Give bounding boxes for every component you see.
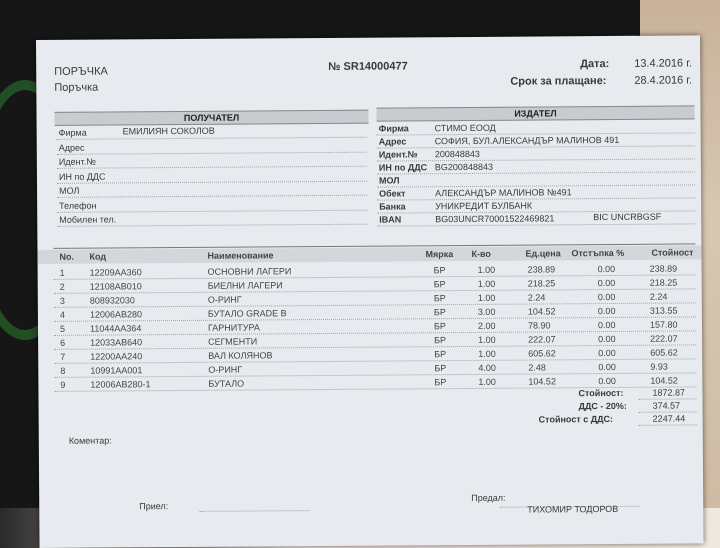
cell-no: 1 [59, 267, 65, 278]
issuer-field-label: ИН по ДДС [378, 162, 428, 173]
cell-name: БИЕЛНИ ЛАГЕРИ [207, 280, 283, 291]
recipient-field-label: Телефон [59, 200, 97, 211]
issuer-field-value: BG03UNCR70001522469821 [435, 213, 555, 225]
col-discount: Отстъпка % [571, 247, 625, 259]
col-amount: Стойност [651, 247, 694, 258]
cell-amount: 313.55 [649, 305, 678, 316]
cell-name: О-РИНГ [208, 364, 243, 375]
cell-amount: 2.24 [649, 291, 668, 302]
cell-unit: БР [433, 265, 446, 276]
cell-code: 12200AA240 [90, 351, 143, 362]
cell-qty: 4.00 [478, 362, 496, 373]
cell-price: 218.25 [527, 278, 556, 289]
cell-unit: БР [434, 335, 447, 346]
cell-name: СЕГМЕНТИ [208, 336, 258, 347]
cell-code: 808932030 [89, 295, 135, 306]
cell-qty: 2.00 [477, 320, 496, 331]
col-no: No. [59, 251, 75, 262]
cell-amount: 157.80 [649, 319, 678, 330]
recipient-field-label: ИН по ДДС [58, 171, 106, 182]
cell-name: ВАЛ КОЛЯНОВ [208, 350, 273, 361]
cell-price: 104.52 [528, 376, 556, 387]
received-signature-line [199, 510, 309, 512]
cell-unit: БР [433, 307, 446, 318]
cell-no: 4 [59, 309, 65, 320]
cell-unit: БР [433, 279, 446, 290]
col-name: Наименование [207, 250, 274, 261]
cell-no: 6 [60, 337, 66, 348]
total-rule [639, 424, 697, 425]
cell-name: БУТАЛО [208, 378, 245, 389]
cell-no: 2 [59, 281, 65, 292]
cell-price: 222.07 [528, 334, 556, 345]
cell-unit: БР [434, 349, 447, 360]
due-label: Срок за плащане: [510, 75, 607, 88]
issuer-field-label: Банка [379, 201, 406, 212]
cell-no: 3 [59, 295, 65, 306]
doc-subtitle: Поръчка [54, 81, 99, 94]
cell-name: ОСНОВНИ ЛАГЕРИ [207, 266, 292, 277]
cell-amount: 218.25 [649, 277, 678, 288]
cell-discount: 0.00 [598, 347, 616, 359]
cell-no: 7 [60, 351, 66, 362]
issuer-field-label: Идент.№ [378, 149, 418, 160]
recipient-field-label: МОЛ [59, 185, 80, 196]
cell-discount: 0.00 [598, 333, 616, 345]
total-value: 374.57 [652, 400, 681, 411]
recipient-header: ПОЛУЧАТЕЛ [55, 110, 369, 126]
issuer-field-value: BG200848843 [434, 161, 493, 173]
col-qty: К-во [471, 248, 491, 259]
field-rule [377, 158, 695, 161]
issuer-field-label: IBAN [379, 214, 402, 225]
order-number: № SR14000477 [328, 60, 408, 73]
cell-code: 11044AA364 [89, 323, 142, 334]
cell-qty: 1.00 [478, 348, 496, 359]
field-rule [377, 223, 695, 226]
cell-price: 238.89 [527, 264, 556, 275]
cell-code: 10991AA001 [90, 365, 143, 376]
recipient-field-label: Фирма [58, 127, 87, 138]
handed-name: ТИХОМИР ТОДОРОВ [527, 503, 619, 515]
cell-discount: 0.00 [598, 361, 616, 373]
cell-qty: 1.00 [478, 376, 496, 387]
cell-amount: 238.89 [649, 263, 678, 274]
field-rule [57, 195, 367, 198]
recipient-field-value: ЕМИЛИЯН СОКОЛОВ [122, 125, 215, 137]
total-value: 1872.87 [652, 387, 686, 398]
recipient-field-label: Идент.№ [58, 156, 96, 167]
field-rule [57, 137, 367, 140]
total-label: ДДС - 20%: [578, 400, 627, 412]
cell-discount: 0.00 [597, 291, 616, 303]
cell-code: 12108AB010 [89, 281, 142, 292]
field-rule [377, 145, 695, 148]
field-rule [57, 166, 367, 169]
cell-amount: 222.07 [650, 333, 678, 344]
col-code: Код [89, 251, 107, 262]
cell-qty: 1.00 [477, 292, 496, 303]
issuer-field-label: Обект [379, 188, 406, 199]
cell-name: О-РИНГ [207, 294, 242, 305]
cell-name: ГАРНИТУРА [207, 322, 260, 333]
cell-qty: 1.00 [478, 334, 496, 345]
cell-discount: 0.00 [597, 263, 616, 275]
cell-amount: 605.62 [650, 347, 678, 358]
cell-discount: 0.00 [597, 319, 616, 331]
issuer-field-label: Адрес [378, 136, 407, 147]
handed-label: Предал: [471, 492, 506, 503]
total-rule [639, 411, 697, 412]
issuer-field-value: 200848843 [434, 148, 480, 160]
cell-qty: 1.00 [477, 278, 496, 289]
cell-price: 78.90 [527, 320, 551, 331]
issuer-field-value: СТИМО ЕООД [434, 122, 496, 134]
bic: BIC UNCRBGSF [593, 211, 662, 223]
cell-amount: 104.52 [650, 375, 678, 386]
cell-price: 104.52 [527, 306, 556, 317]
due-value: 28.4.2016 г. [634, 74, 693, 87]
cell-no: 8 [60, 365, 66, 376]
issuer-field-value: СОФИЯ, БУЛ.АЛЕКСАНДЪР МАЛИНОВ 491 [434, 134, 620, 147]
col-price: Ед.цена [525, 248, 561, 259]
received-label: Приел: [139, 501, 169, 512]
cell-qty: 3.00 [477, 306, 496, 317]
recipient-field-label: Адрес [58, 142, 85, 153]
date-label: Дата: [580, 57, 610, 71]
issuer-field-label: Фирма [378, 123, 409, 134]
issuer-field-label: МОЛ [378, 175, 400, 186]
cell-name: БУТАЛО GRADE B [207, 308, 287, 319]
cell-unit: БР [433, 293, 446, 304]
cell-code: 12033AB640 [90, 337, 143, 348]
cell-code: 12209AA360 [89, 267, 142, 278]
doc-title: ПОРЪЧКА [54, 65, 108, 78]
issuer-field-value: АЛЕКСАНДЪР МАЛИНОВ №491 [435, 187, 572, 199]
recipient-field-label: Мобилен тел. [59, 214, 117, 225]
cell-discount: 0.00 [598, 375, 616, 387]
cell-no: 5 [59, 323, 66, 334]
cell-unit: БР [434, 363, 447, 374]
field-rule [377, 197, 695, 200]
cell-code: 12006AB280-1 [90, 379, 151, 390]
col-unit: Мярка [425, 249, 454, 260]
total-rule [639, 398, 697, 399]
cell-qty: 1.00 [477, 264, 496, 275]
cell-price: 2.24 [527, 292, 546, 303]
cell-no: 9 [60, 379, 66, 390]
cell-discount: 0.00 [597, 277, 616, 289]
date-value: 13.4.2016 г. [634, 57, 692, 70]
order-document [36, 35, 704, 548]
issuer-header: ИЗДАТЕЛ [376, 105, 694, 121]
cell-amount: 9.93 [650, 361, 668, 372]
cell-code: 12006AB280 [89, 309, 143, 320]
cell-unit: БР [434, 377, 447, 388]
total-value: 2247.44 [652, 413, 686, 424]
field-rule [57, 209, 367, 212]
cell-price: 2.48 [528, 362, 546, 373]
comment-label: Коментар: [68, 435, 112, 446]
issuer-field-value: УНИКРЕДИТ БУЛБАНК [435, 200, 533, 212]
total-label: Стойност: [578, 387, 624, 399]
cell-unit: БР [433, 321, 446, 332]
total-label: Стойност с ДДС: [538, 413, 614, 425]
cell-price: 605.62 [528, 348, 556, 359]
field-rule [57, 151, 367, 154]
cell-discount: 0.00 [597, 305, 616, 317]
